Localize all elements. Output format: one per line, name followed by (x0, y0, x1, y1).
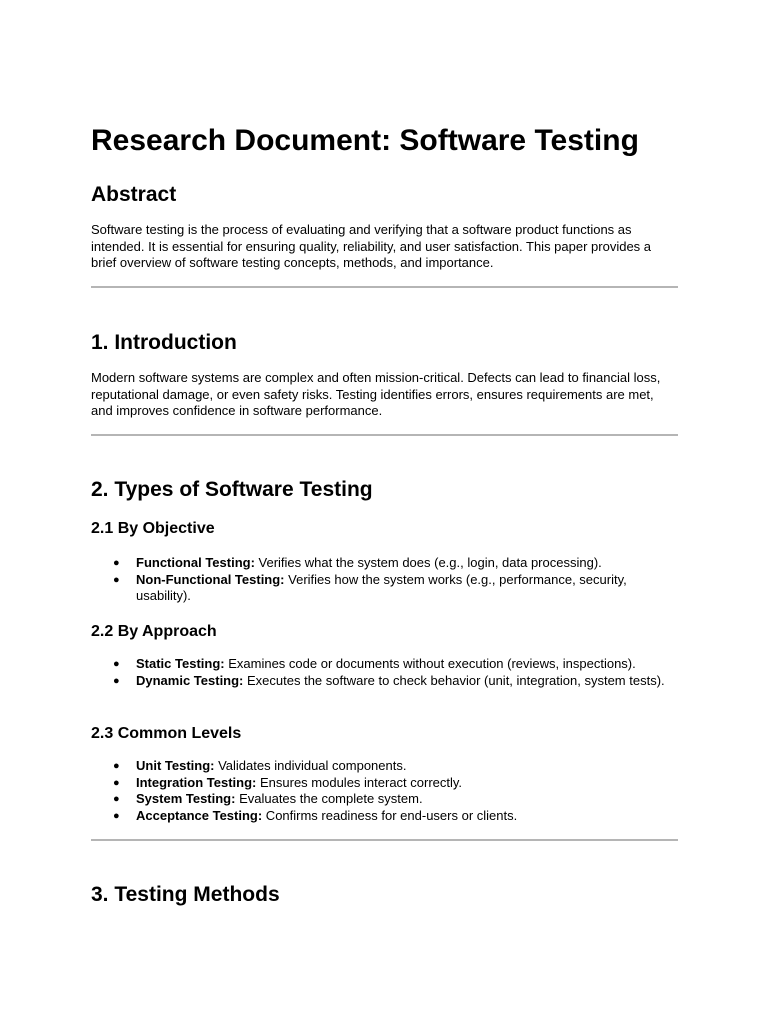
by-approach-heading: 2.2 By Approach (91, 623, 217, 640)
introduction-paragraph: Modern software systems are complex and often mission-critical. Defects can lead to financial loss, reputational damage, or even safety risks. Testing identifies errors, ensures requirements are met, and improves confidence in software performance. (91, 370, 661, 418)
list-item-description: Verifies what the system does (e.g., login, data processing). (254, 555, 602, 570)
bullet-icon: ● (113, 760, 120, 772)
abstract-heading: Abstract (91, 183, 177, 206)
list-item (91, 758, 678, 775)
bullet-icon: ● (113, 674, 120, 687)
bullet-icon: ● (113, 573, 120, 586)
list-item-term: Acceptance Testing: (136, 807, 263, 823)
list-item (91, 791, 678, 808)
section-divider (91, 434, 678, 436)
types-heading: 2. Types of Software Testing (91, 478, 373, 501)
by-objective-list (91, 555, 678, 605)
common-levels-heading: 2.3 Common Levels (91, 725, 242, 742)
by-objective-heading: 2.1 By Objective (91, 520, 215, 537)
list-item-description: Ensures modules interact correctly. (256, 774, 463, 790)
list-item-term: Functional Testing: (136, 555, 255, 570)
list-item (91, 572, 678, 605)
methods-heading: 3. Testing Methods (91, 883, 280, 906)
list-item (91, 673, 678, 690)
list-item-description: Executes the software to check behavior (unit, integration, system tests). (243, 672, 665, 688)
list-item-description: Validates individual components. (214, 758, 407, 773)
list-item-term: Static Testing: (136, 656, 225, 671)
abstract-paragraph: Software testing is the process of evaluating and verifying that a software product functions as intended. It is essential for ensuring quality, reliability, and user satisfaction. This paper provides a brief overview of software testing concepts, methods, and importance. (91, 222, 652, 270)
list-item (91, 555, 678, 572)
list-item-term: Dynamic Testing: (136, 672, 244, 688)
bullet-icon: ● (113, 809, 120, 822)
list-item-description: Verifies how the system works (e.g., performance, security, usability). (136, 571, 627, 603)
list-item-term: Unit Testing: (136, 758, 215, 773)
common-levels-list (91, 758, 678, 824)
document-title: Research Document: Software Testing (91, 124, 639, 157)
introduction-heading: 1. Introduction (91, 331, 237, 354)
bullet-icon: ● (113, 776, 120, 789)
list-item-term: Integration Testing: (136, 774, 257, 790)
list-item (91, 656, 678, 673)
list-item-description: Confirms readiness for end-users or clients. (262, 807, 518, 823)
bullet-icon: ● (113, 557, 120, 569)
by-approach-list (91, 656, 678, 689)
list-item (91, 775, 678, 792)
section-divider (91, 839, 678, 841)
list-item-term: Non-Functional Testing: (136, 571, 285, 587)
section-divider (91, 286, 678, 288)
list-item-description: Evaluates the complete system. (235, 791, 423, 806)
bullet-icon: ● (113, 793, 120, 805)
list-item (91, 808, 678, 825)
list-item-description: Examines code or documents without execution (reviews, inspections). (224, 656, 636, 671)
list-item-term: System Testing: (136, 791, 236, 806)
bullet-icon: ● (113, 658, 120, 670)
